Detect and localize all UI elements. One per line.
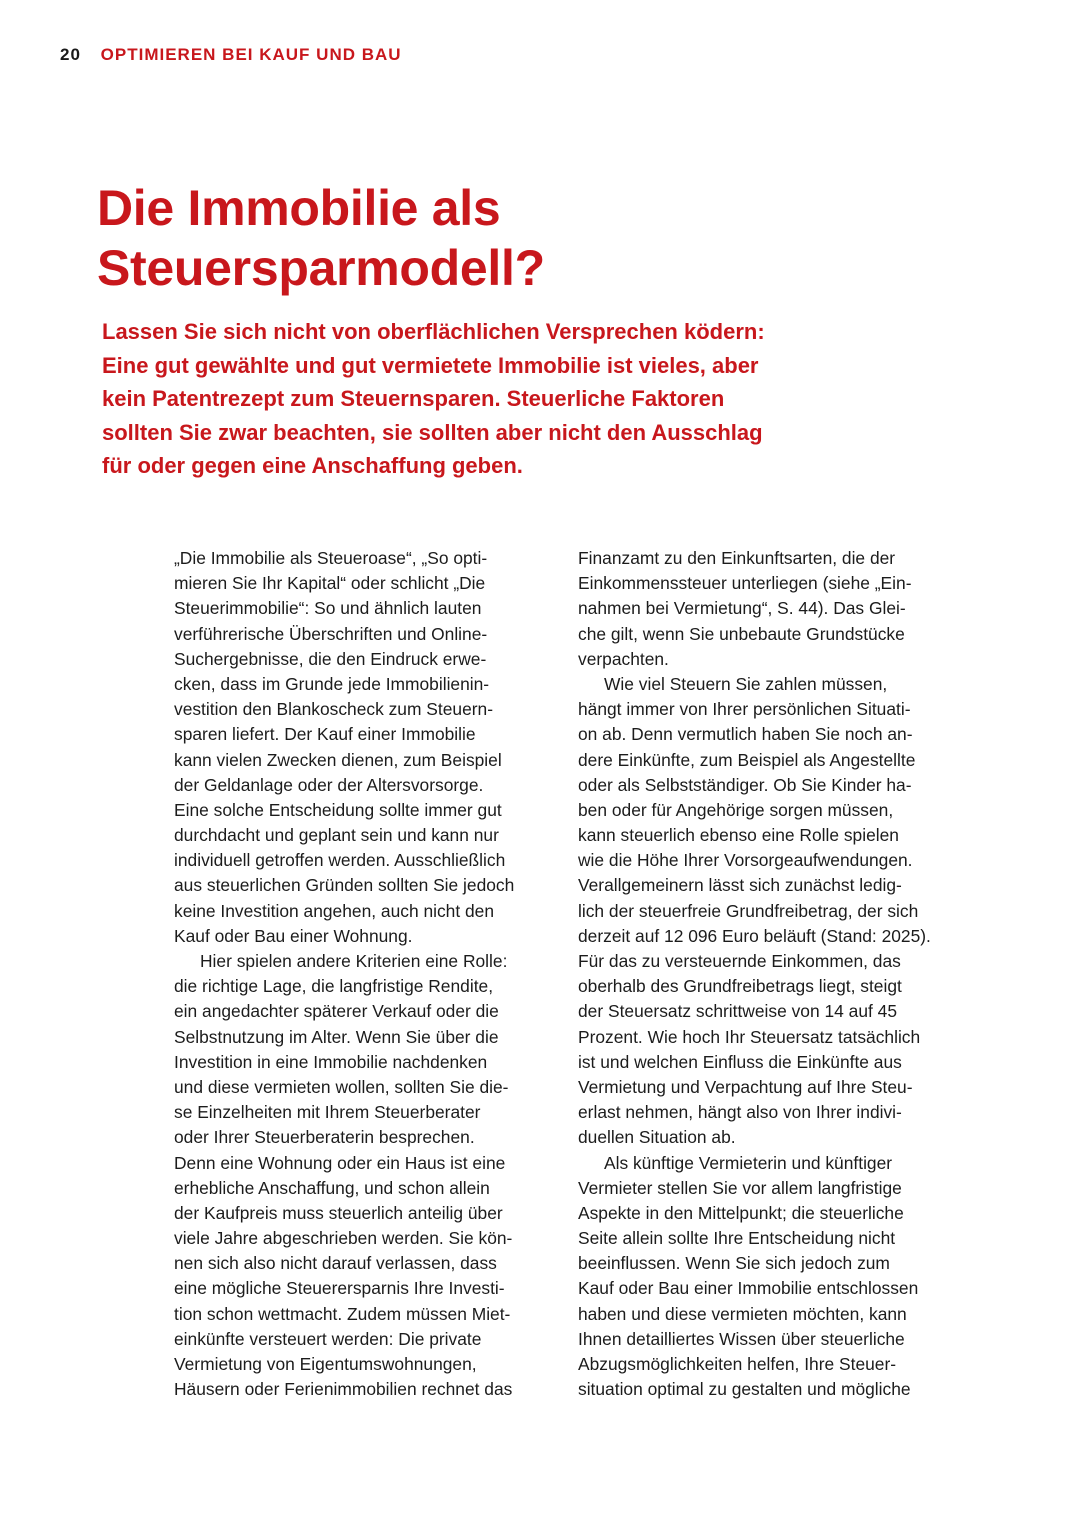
body-text-line: Einkommenssteuer unterliegen (siehe „Ein- [578, 573, 912, 594]
body-text-line: vestition den Blankoscheck zum Steuern- [174, 699, 493, 720]
body-text-line: duellen Situation ab. [578, 1127, 736, 1148]
lead-line: sollten Sie zwar beachten, sie sollten aber nicht den Ausschlag [102, 419, 763, 445]
body-text-line: oberhalb des Grundfreibetrags liegt, steigt [578, 976, 902, 997]
page-number: 20 [60, 45, 81, 64]
body-text-line: der Geldanlage oder der Altersvorsorge. [174, 774, 484, 795]
article-title [97, 178, 545, 298]
body-text-line: ist und welchen Einfluss die Einkünfte aus [578, 1051, 902, 1072]
body-text-line: Wie viel Steuern Sie zahlen müssen, [604, 673, 888, 694]
body-text-line: eine mögliche Steuerersparnis Ihre Investi- [174, 1278, 505, 1299]
title-line: Steuersparmodell? [97, 240, 545, 296]
body-text-line: der Kaufpreis muss steuerlich anteilig über [174, 1202, 503, 1223]
body-text-line: Finanzamt zu den Einkunftsarten, die der [578, 548, 896, 568]
body-text-line: Aspekte in den Mittelpunkt; die steuerliche [578, 1202, 904, 1223]
body-text-line: Steuerimmobilie“: So und ähnlich lauten [174, 598, 482, 619]
body-text-line: on ab. Denn vermutlich haben Sie noch an- [578, 724, 913, 745]
body-text-line: Prozent. Wie hoch Ihr Steuersatz tatsächlich [578, 1026, 921, 1047]
title-line: Die Immobilie als [97, 180, 501, 236]
body-text-line: und diese vermieten wollen, sollten Sie die- [174, 1076, 509, 1097]
body-text-line: beeinflussen. Wenn Sie sich jedoch zum [578, 1253, 890, 1274]
section-title: OPTIMIEREN BEI KAUF UND BAU [100, 45, 402, 64]
body-text-line: Für das zu versteuernde Einkommen, das [578, 951, 901, 971]
body-text-line: wie die Höhe Ihrer Vorsorgeaufwendungen. [578, 850, 913, 871]
body-text-line: keine Investition angehen, auch nicht den [174, 900, 495, 921]
body-text-line: cken, dass im Grunde jede Immobilienin- [174, 673, 490, 694]
body-text-line: Ihnen detailliertes Wissen über steuerliche [578, 1328, 905, 1349]
body-text-line: ben oder für Angehörige sorgen müssen, [578, 799, 894, 820]
body-text-line: Selbstnutzung im Alter. Wenn Sie über die [174, 1026, 499, 1047]
body-text-line: Seite allein sollte Ihre Entscheidung nicht [578, 1228, 896, 1249]
body-text-line: oder Ihrer Steuerberaterin besprechen. [174, 1127, 475, 1148]
body-text-line: mieren Sie Ihr Kapital“ oder schlicht „Die [174, 573, 486, 594]
body-text-line: Eine solche Entscheidung sollte immer gut [174, 799, 502, 820]
body-text-line: se Einzelheiten mit Ihrem Steuerberater [174, 1102, 481, 1123]
body-text-line: Kauf oder Bau einer Immobilie entschlossen [578, 1278, 919, 1299]
body-text-line: kann vielen Zwecken dienen, zum Beispiel [174, 749, 502, 770]
body-text-line: verführerische Überschriften und Online- [174, 623, 488, 644]
body-text-line: viele Jahre abgeschrieben werden. Sie kön- [174, 1228, 513, 1249]
body-text-line: tion schon wettmacht. Zudem müssen Miet- [174, 1303, 511, 1324]
body-text-line: Denn eine Wohnung oder ein Haus ist eine [174, 1152, 506, 1173]
body-text-line: individuell getroffen werden. Ausschließlich [174, 850, 506, 871]
body-text-line: Kauf oder Bau einer Wohnung. [174, 925, 413, 946]
body-text-line: haben und diese vermieten möchten, kann [578, 1303, 907, 1324]
body-text-line: durchdacht und geplant sein und kann nur [174, 825, 499, 846]
running-header [60, 45, 402, 65]
body-text-line: kann steuerlich ebenso eine Rolle spielen [578, 825, 899, 846]
body-text-line: Als künftige Vermieterin und künftiger [604, 1152, 893, 1173]
lead-line: Lassen Sie sich nicht von oberflächlichen Versprechen ködern: [102, 319, 765, 344]
lead-line: Eine gut gewählte und gut vermietete Immobilie ist vieles, aber [102, 352, 759, 378]
body-text-line: nahmen bei Vermietung“, S. 44). Das Glei- [578, 598, 906, 619]
body-text-line: verpachten. [578, 648, 669, 669]
body-text-line: aus steuerlichen Gründen sollten Sie jedoch [174, 875, 515, 896]
lead-paragraph [102, 315, 765, 483]
body-text-line: die richtige Lage, die langfristige Rendite, [174, 976, 494, 997]
body-text-line: Vermietung und Verpachtung auf Ihre Steu- [578, 1076, 913, 1097]
lead-line: kein Patentrezept zum Steuernsparen. Steuerliche Faktoren [102, 386, 725, 412]
body-text-line: situation optimal zu gestalten und mögliche [578, 1379, 911, 1400]
body-text-line: Vermieter stellen Sie vor allem langfristige [578, 1177, 902, 1198]
body-text-line: lich der steuerfreie Grundfreibetrag, der sich [578, 900, 919, 921]
body-text-line: ein angedachter späterer Verkauf oder die [174, 1001, 499, 1022]
body-text-line: einkünfte versteuert werden: Die private [174, 1328, 482, 1349]
body-column-right [578, 546, 931, 1402]
body-text-line: Häusern oder Ferienimmobilien rechnet das [174, 1379, 513, 1400]
body-text-line: Verallgemeinern lässt sich zunächst ledig- [578, 875, 902, 896]
body-text-line: derzeit auf 12 096 Euro beläuft (Stand: 2025). [578, 925, 931, 946]
body-text-line: hängt immer von Ihrer persönlichen Situati- [578, 699, 911, 720]
body-column-left [174, 546, 514, 1402]
body-text-line: „Die Immobilie als Steueroase“, „So opti- [174, 548, 488, 568]
body-text-line: sparen liefert. Der Kauf einer Immobilie [174, 724, 476, 745]
body-text-line: Suchergebnisse, die den Eindruck erwe- [174, 648, 487, 669]
body-text-line: Vermietung von Eigentumswohnungen, [174, 1354, 477, 1374]
body-text-line: nen sich also nicht darauf verlassen, dass [174, 1253, 497, 1274]
body-text-line: Abzugsmöglichkeiten helfen, Ihre Steuer- [578, 1354, 897, 1374]
lead-line: für oder gegen eine Anschaffung geben. [102, 453, 523, 479]
body-text-line: che gilt, wenn Sie unbebaute Grundstücke [578, 623, 905, 644]
body-text-line: Hier spielen andere Kriterien eine Rolle: [200, 951, 508, 971]
body-text-line: dere Einkünfte, zum Beispiel als Angestellte [578, 749, 916, 770]
body-text-line: oder als Selbstständiger. Ob Sie Kinder ha- [578, 774, 912, 795]
body-text-line: der Steuersatz schrittweise von 14 auf 45 [578, 1001, 898, 1022]
body-text-line: erhebliche Anschaffung, und schon allein [174, 1177, 490, 1198]
body-text-line: erlast nehmen, hängt also von Ihrer indivi- [578, 1102, 902, 1123]
body-text-line: Investition in eine Immobilie nachdenken [174, 1051, 488, 1072]
